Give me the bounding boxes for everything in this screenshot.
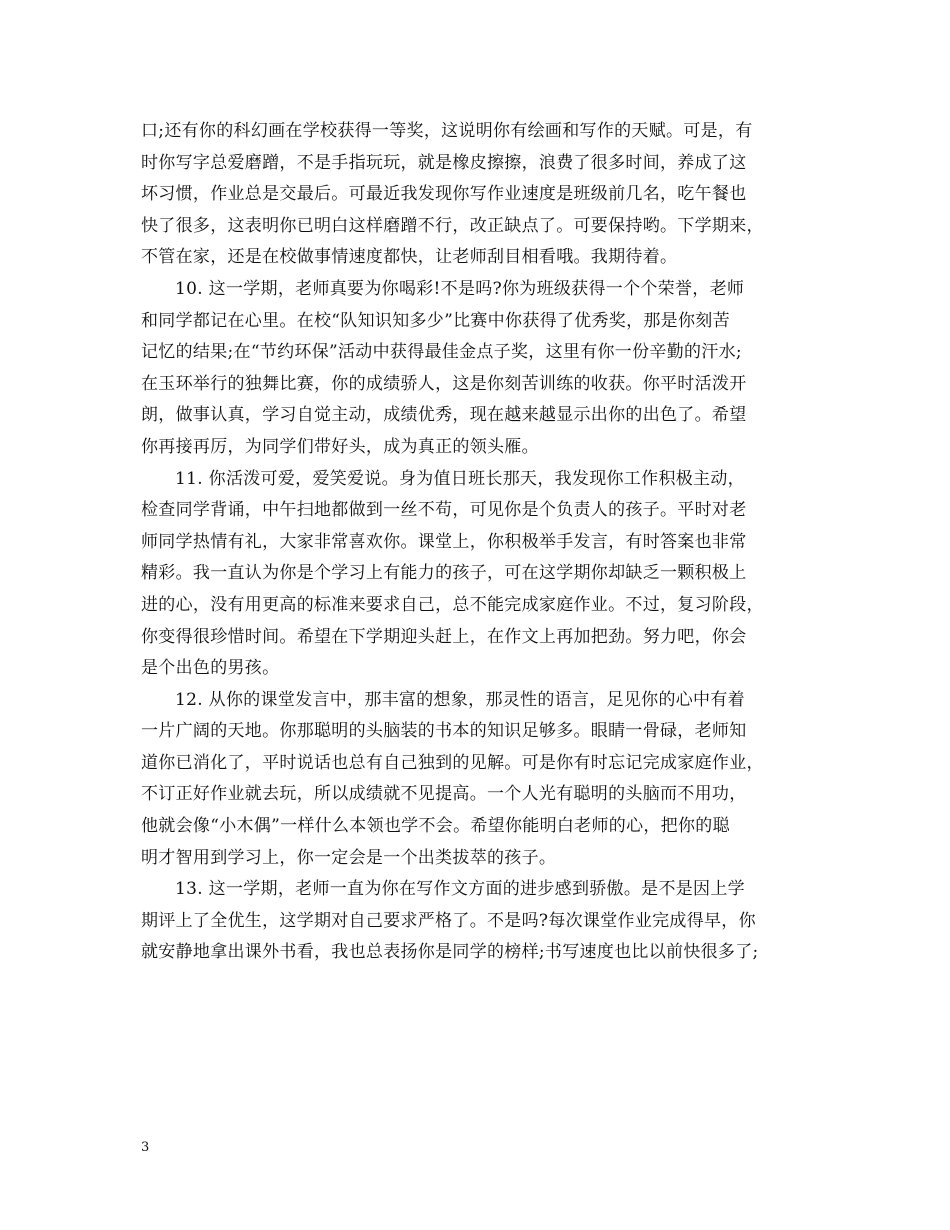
text-line: 不订正好作业就去玩，所以成绩就不见提高。一个人光有聪明的头脑而不用功， <box>141 784 747 805</box>
page-number: 3 <box>141 1140 150 1155</box>
text-line: 10. 这一学期，老师真要为你喝彩!不是吗?你为班级获得一个个荣誉，老师 <box>175 278 745 299</box>
paragraph-12 <box>141 685 811 875</box>
paragraph-10 <box>141 274 811 464</box>
text-line: 你变得很珍惜时间。希望在下学期迎头赶上，在作文上再加把劲。努力吧，你会 <box>141 626 747 647</box>
text-line: 是个出色的男孩。 <box>141 658 280 679</box>
text-line: 他就会像“小木偶”一样什么本领也学不会。希望你能明白老师的心，把你的聪 <box>141 816 730 837</box>
text-line: 记忆的结果;在“节约环保”活动中获得最佳金点子奖，这里有你一份辛勤的汗水; <box>141 342 742 363</box>
text-line: 明才智用到学习上，你一定会是一个出类拔萃的孩子。 <box>141 847 557 868</box>
text-line: 和同学都记在心里。在校“队知识知多少”比赛中你获得了优秀奖，那是你刻苦 <box>141 310 730 331</box>
paragraph-11 <box>141 464 811 685</box>
text-line: 时你写字总爱磨蹭，不是手指玩玩，就是橡皮擦擦，浪费了很多时间，养成了这 <box>141 152 747 173</box>
paragraph-13 <box>141 874 811 969</box>
text-line: 13. 这一学期，老师一直为你在写作文方面的进步感到骄傲。是不是因上学 <box>175 879 745 900</box>
text-line: 你再接再厉，为同学们带好头，成为真正的领头雁。 <box>141 436 539 457</box>
text-line: 快了很多，这表明你已明白这样磨蹭不行，改正缺点了。可要保持哟。下学期来， <box>141 215 764 236</box>
text-line: 一片广阔的天地。你那聪明的头脑装的书本的知识足够多。眼睛一骨碌，老师知 <box>141 721 747 742</box>
body-text <box>141 116 811 969</box>
text-line: 坏习惯，作业总是交最后。可最近我发现你写作业速度是班级前几名，吃午餐也 <box>141 184 747 205</box>
text-line: 进的心，没有用更高的标准来要求自己，总不能完成家庭作业。不过，复习阶段， <box>141 594 764 615</box>
text-line: 就安静地拿出课外书看，我也总表扬你是同学的榜样;书写速度也比以前快很多了; <box>141 942 759 963</box>
text-line: 道你已消化了，平时说话也总有自己独到的见解。可是你有时忘记完成家庭作业， <box>141 752 764 773</box>
text-line: 12. 从你的课堂发言中，那丰富的想象，那灵性的语言，足见你的心中有着 <box>175 689 745 710</box>
text-line: 期评上了全优生，这学期对自己要求严格了。不是吗?每次课堂作业完成得早，你 <box>141 910 756 931</box>
text-line: 精彩。我一直认为你是个学习上有能力的孩子，可在这学期你却缺乏一颗积极上 <box>141 563 747 584</box>
text-line: 朗，做事认真，学习自觉主动，成绩优秀，现在越来越显示出你的出色了。希望 <box>141 405 747 426</box>
text-line: 在玉环举行的独舞比赛，你的成绩骄人，这是你刻苦训练的收获。你平时活泼开 <box>141 373 747 394</box>
text-line: 师同学热情有礼，大家非常喜欢你。课堂上，你积极举手发言，有时答案也非常 <box>141 531 747 552</box>
text-line: 不管在家，还是在校做事情速度都快，让老师刮目相看哦。我期待着。 <box>141 247 678 268</box>
paragraph-continuation <box>141 116 811 274</box>
text-line: 11. 你活泼可爱，爱笑爱说。身为值日班长那天，我发现你工作积极主动， <box>175 468 745 489</box>
text-line: 口;还有你的科幻画在学校获得一等奖，这说明你有绘画和写作的天赋。可是，有 <box>141 121 753 141</box>
text-line: 检查同学背诵，中午扫地都做到一丝不苟，可见你是个负责人的孩子。平时对老 <box>141 500 747 521</box>
